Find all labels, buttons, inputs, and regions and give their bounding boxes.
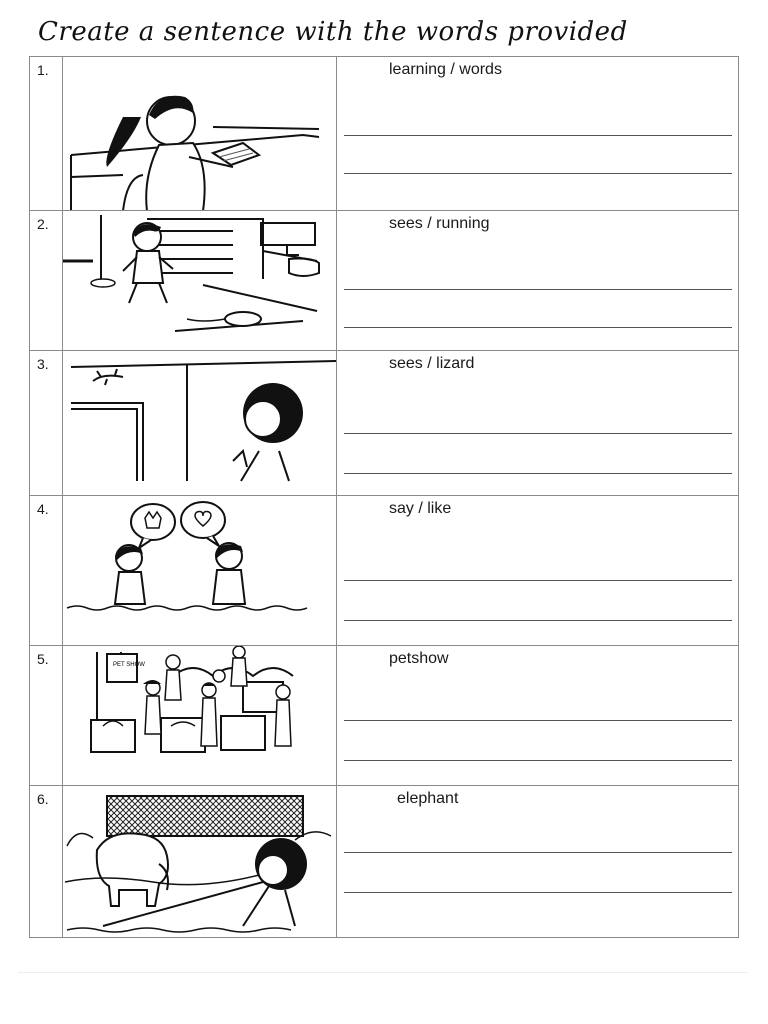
answer-area: [337, 57, 738, 210]
illustration-boy-and-mouse: [63, 211, 337, 350]
illustration-two-kids-talking: [63, 496, 337, 645]
page-divider: [18, 972, 748, 973]
word-prompt: sees / lizard: [389, 355, 475, 372]
answer-line[interactable]: [344, 580, 732, 581]
answer-line[interactable]: [344, 473, 732, 474]
exercise-row-6: [30, 786, 738, 937]
exercise-row-4: [30, 496, 738, 646]
answer-area: [337, 351, 738, 495]
answer-line[interactable]: [344, 289, 732, 290]
exercise-row-2: [30, 211, 738, 351]
answer-line[interactable]: [344, 720, 732, 721]
word-prompt: sees / running: [389, 215, 490, 232]
exercise-row-3: [30, 351, 738, 496]
row-number: 4.: [30, 496, 63, 645]
pet-show-sign: PET SHOW: [113, 662, 145, 668]
answer-area: [337, 496, 738, 645]
answer-line[interactable]: [344, 852, 732, 853]
row-number: 2.: [30, 211, 63, 350]
answer-line[interactable]: [344, 135, 732, 136]
fence: [107, 796, 303, 836]
answer-line[interactable]: [344, 760, 732, 761]
row-number: 3.: [30, 351, 63, 495]
answer-area: [337, 646, 738, 785]
answer-line[interactable]: [344, 173, 732, 174]
worksheet-title: Create a sentence with the words provided: [38, 17, 628, 47]
exercise-table: [29, 56, 739, 938]
word-prompt: petshow: [389, 650, 449, 667]
answer-area: [337, 211, 738, 350]
word-prompt: elephant: [397, 790, 459, 807]
answer-line[interactable]: [344, 892, 732, 893]
illustration-girl-sees-elephant: [63, 786, 337, 937]
answer-area: [337, 786, 738, 937]
exercise-row-1: [30, 57, 738, 211]
illustration-girl-sees-lizard: [63, 351, 337, 495]
answer-line[interactable]: [344, 620, 732, 621]
exercise-row-5: [30, 646, 738, 786]
word-prompt: learning / words: [389, 61, 502, 78]
row-number: 1.: [30, 57, 63, 210]
row-number: 5.: [30, 646, 63, 785]
answer-line[interactable]: [344, 327, 732, 328]
row-number: 6.: [30, 786, 63, 937]
word-prompt: say / like: [389, 500, 452, 517]
answer-line[interactable]: [344, 433, 732, 434]
illustration-pet-show: [63, 646, 337, 785]
illustration-girl-reading: [63, 57, 337, 210]
